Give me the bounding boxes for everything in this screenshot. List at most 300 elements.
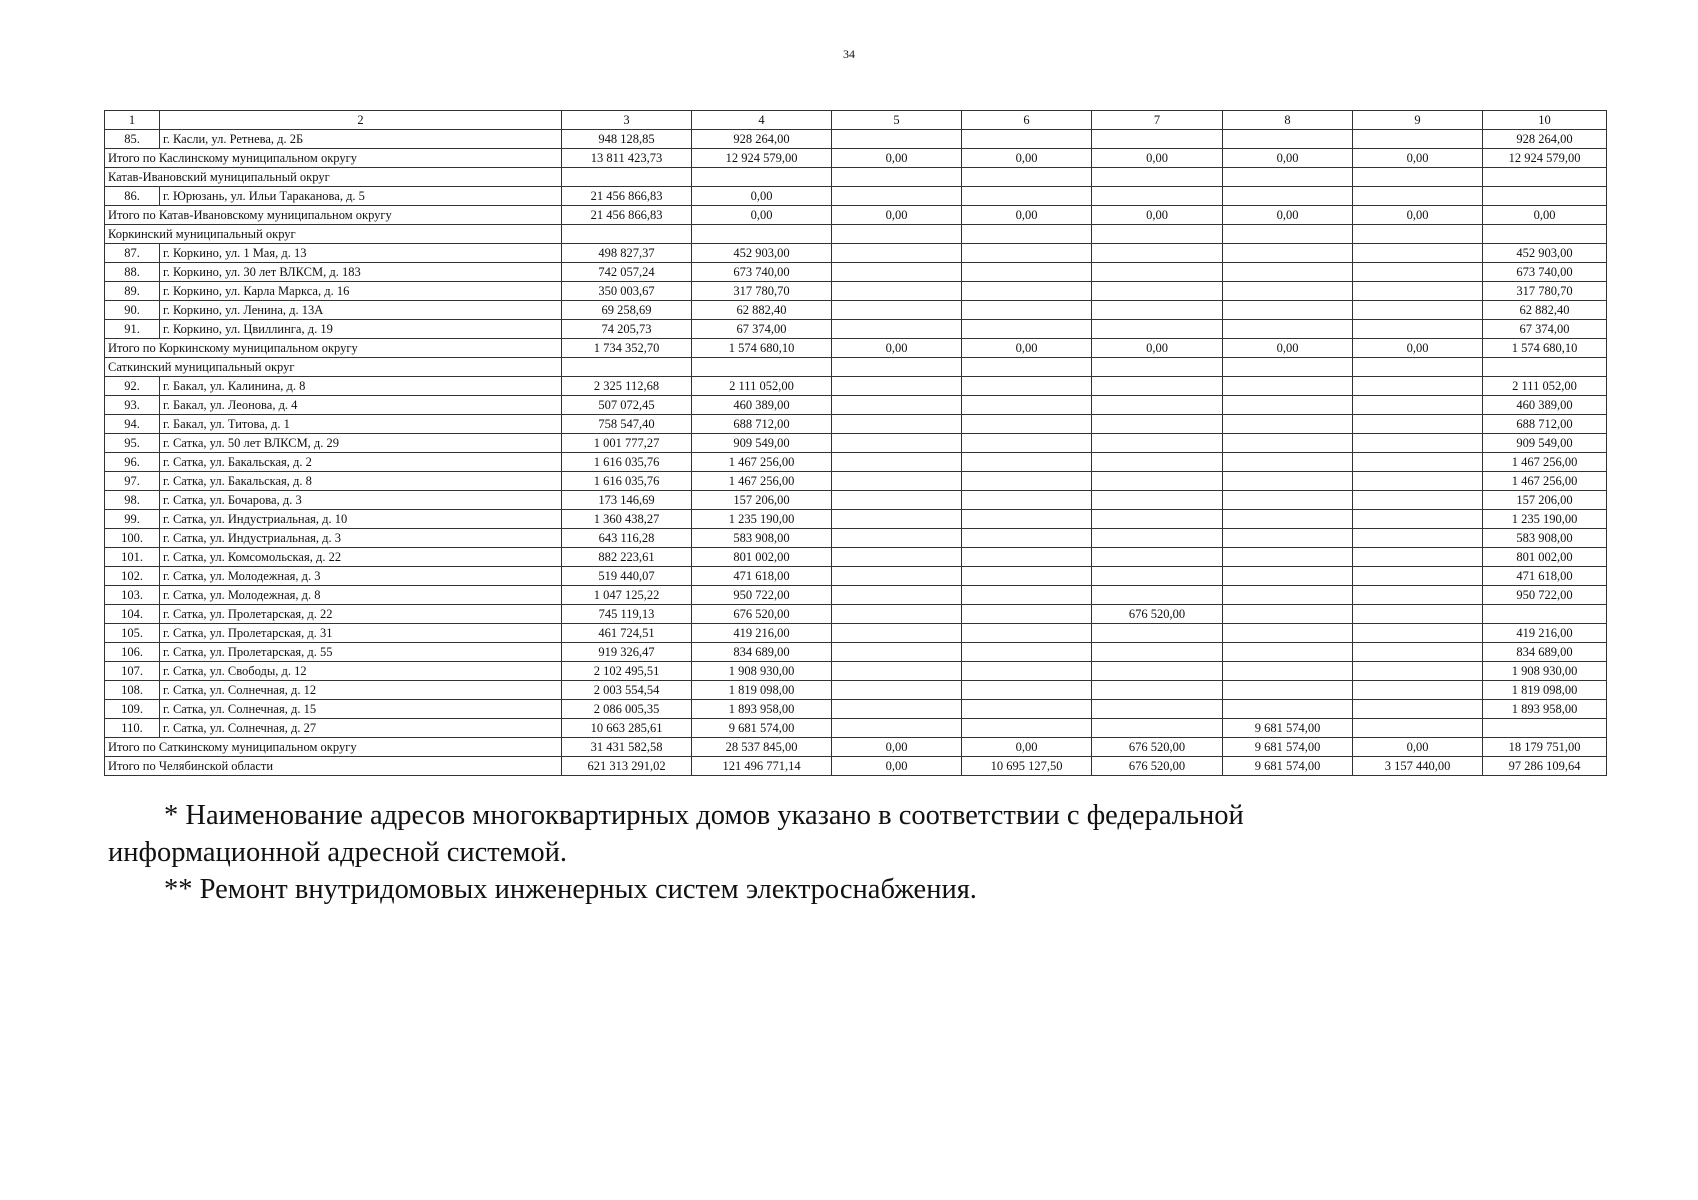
value-cell (1223, 434, 1353, 453)
value-cell (1223, 282, 1353, 301)
table-row (105, 434, 1607, 453)
value-cell (1092, 491, 1223, 510)
value-cell: 121 496 771,14 (692, 757, 832, 776)
value-cell: 643 116,28 (562, 529, 692, 548)
value-cell (1353, 320, 1483, 339)
value-cell: 1 574 680,10 (1483, 339, 1607, 358)
table-row (105, 453, 1607, 472)
value-cell: 1 908 930,00 (692, 662, 832, 681)
table-row (105, 187, 1607, 206)
value-cell (832, 320, 962, 339)
row-number: 98. (105, 491, 160, 510)
value-cell: 882 223,61 (562, 548, 692, 567)
value-cell (1223, 491, 1353, 510)
value-cell: 621 313 291,02 (562, 757, 692, 776)
value-cell: 10 663 285,61 (562, 719, 692, 738)
value-cell: 0,00 (1223, 206, 1353, 225)
value-cell: 1 235 190,00 (1483, 510, 1607, 529)
value-cell (1483, 719, 1607, 738)
table-row (105, 529, 1607, 548)
value-cell: 21 456 866,83 (562, 187, 692, 206)
total-row (105, 757, 1607, 776)
value-cell (1483, 605, 1607, 624)
value-cell: 471 618,00 (692, 567, 832, 586)
value-cell (832, 662, 962, 681)
row-number: 96. (105, 453, 160, 472)
row-number: 100. (105, 529, 160, 548)
value-cell: 1 819 098,00 (692, 681, 832, 700)
value-cell: 688 712,00 (692, 415, 832, 434)
value-cell (1092, 130, 1223, 149)
value-cell (562, 358, 692, 377)
value-cell: 676 520,00 (1092, 757, 1223, 776)
value-cell: 909 549,00 (1483, 434, 1607, 453)
table-row (105, 719, 1607, 738)
address-cell: г. Сатка, ул. Молодежная, д. 8 (160, 586, 562, 605)
address-cell: г. Сатка, ул. Солнечная, д. 12 (160, 681, 562, 700)
value-cell (962, 263, 1092, 282)
value-cell (1353, 643, 1483, 662)
value-cell: 0,00 (1092, 206, 1223, 225)
value-cell: 2 003 554,54 (562, 681, 692, 700)
value-cell: 97 286 109,64 (1483, 757, 1607, 776)
row-number: 86. (105, 187, 160, 206)
address-cell: г. Сатка, ул. Пролетарская, д. 22 (160, 605, 562, 624)
value-cell: 460 389,00 (1483, 396, 1607, 415)
value-cell (832, 187, 962, 206)
column-header: 1 (105, 111, 160, 130)
value-cell: 1 893 958,00 (1483, 700, 1607, 719)
footnote-electrical-repair: ** Ремонт внутридомовых инженерных систем электроснабжения. (164, 874, 977, 905)
value-cell: 12 924 579,00 (1483, 149, 1607, 168)
value-cell (1223, 567, 1353, 586)
value-cell (962, 662, 1092, 681)
value-cell (832, 567, 962, 586)
address-cell: г. Сатка, ул. Свободы, д. 12 (160, 662, 562, 681)
value-cell: 1 001 777,27 (562, 434, 692, 453)
value-cell: 2 111 052,00 (1483, 377, 1607, 396)
value-cell (1092, 187, 1223, 206)
value-cell (962, 681, 1092, 700)
value-cell (962, 529, 1092, 548)
value-cell (962, 491, 1092, 510)
value-cell (1223, 130, 1353, 149)
value-cell (1353, 548, 1483, 567)
value-cell (832, 681, 962, 700)
value-cell: 419 216,00 (1483, 624, 1607, 643)
value-cell: 13 811 423,73 (562, 149, 692, 168)
value-cell (832, 282, 962, 301)
value-cell (1092, 643, 1223, 662)
value-cell: 2 102 495,51 (562, 662, 692, 681)
value-cell (832, 491, 962, 510)
value-cell (1353, 434, 1483, 453)
row-number: 92. (105, 377, 160, 396)
value-cell: 9 681 574,00 (1223, 738, 1353, 757)
value-cell: 0,00 (692, 206, 832, 225)
value-cell (1092, 282, 1223, 301)
value-cell (832, 377, 962, 396)
row-number: 97. (105, 472, 160, 491)
value-cell: 1 616 035,76 (562, 472, 692, 491)
value-cell (692, 225, 832, 244)
column-header: 10 (1483, 111, 1607, 130)
row-number: 90. (105, 301, 160, 320)
total-row (105, 738, 1607, 757)
value-cell (562, 225, 692, 244)
table-body (105, 111, 1607, 776)
row-number: 95. (105, 434, 160, 453)
value-cell: 2 325 112,68 (562, 377, 692, 396)
value-cell (1223, 624, 1353, 643)
value-cell (1092, 301, 1223, 320)
value-cell (962, 187, 1092, 206)
value-cell (1353, 681, 1483, 700)
value-cell (1483, 168, 1607, 187)
value-cell (1223, 700, 1353, 719)
value-cell: 28 537 845,00 (692, 738, 832, 757)
value-cell: 909 549,00 (692, 434, 832, 453)
table-row (105, 301, 1607, 320)
column-header: 7 (1092, 111, 1223, 130)
value-cell (832, 453, 962, 472)
value-cell (1353, 529, 1483, 548)
value-cell (1353, 472, 1483, 491)
value-cell (1353, 282, 1483, 301)
section-row (105, 168, 1607, 187)
address-cell: г. Юрюзань, ул. Ильи Тараканова, д. 5 (160, 187, 562, 206)
value-cell: 62 882,40 (692, 301, 832, 320)
value-cell (832, 244, 962, 263)
value-cell: 950 722,00 (692, 586, 832, 605)
value-cell: 0,00 (1223, 149, 1353, 168)
value-cell (1353, 586, 1483, 605)
table-row (105, 510, 1607, 529)
address-cell: г. Бакал, ул. Титова, д. 1 (160, 415, 562, 434)
value-cell (1092, 244, 1223, 263)
value-cell: 1 467 256,00 (1483, 453, 1607, 472)
value-cell: 0,00 (832, 339, 962, 358)
value-cell (1092, 434, 1223, 453)
value-cell (1223, 681, 1353, 700)
value-cell (832, 510, 962, 529)
value-cell: 0,00 (1353, 206, 1483, 225)
value-cell: 673 740,00 (692, 263, 832, 282)
value-cell: 2 086 005,35 (562, 700, 692, 719)
table-row (105, 491, 1607, 510)
value-cell (1353, 263, 1483, 282)
value-cell (1223, 662, 1353, 681)
value-cell (962, 168, 1092, 187)
address-cell: г. Сатка, ул. Пролетарская, д. 31 (160, 624, 562, 643)
address-cell: г. Сатка, ул. 50 лет ВЛКСМ, д. 29 (160, 434, 562, 453)
value-cell (1353, 700, 1483, 719)
value-cell (962, 719, 1092, 738)
value-cell (1223, 187, 1353, 206)
value-cell (1483, 187, 1607, 206)
value-cell: 801 002,00 (692, 548, 832, 567)
value-cell (1223, 548, 1353, 567)
row-number: 89. (105, 282, 160, 301)
value-cell (1092, 472, 1223, 491)
value-cell (1353, 719, 1483, 738)
address-cell: г. Сатка, ул. Бочарова, д. 3 (160, 491, 562, 510)
value-cell: 0,00 (1353, 149, 1483, 168)
value-cell: 0,00 (832, 206, 962, 225)
value-cell: 317 780,70 (692, 282, 832, 301)
column-header: 9 (1353, 111, 1483, 130)
value-cell (1223, 225, 1353, 244)
row-number: 104. (105, 605, 160, 624)
value-cell (1353, 605, 1483, 624)
section-row (105, 225, 1607, 244)
value-cell (1092, 548, 1223, 567)
value-cell: 21 456 866,83 (562, 206, 692, 225)
table-row (105, 681, 1607, 700)
row-number: 99. (105, 510, 160, 529)
total-label: Итого по Коркинскому муниципальном округу (105, 339, 562, 358)
value-cell (562, 168, 692, 187)
value-cell (962, 377, 1092, 396)
value-cell: 2 111 052,00 (692, 377, 832, 396)
value-cell (832, 415, 962, 434)
value-cell (1092, 586, 1223, 605)
value-cell (1092, 624, 1223, 643)
value-cell: 0,00 (1092, 339, 1223, 358)
value-cell: 0,00 (832, 738, 962, 757)
address-cell: г. Сатка, ул. Молодежная, д. 3 (160, 567, 562, 586)
value-cell (1223, 301, 1353, 320)
value-cell (832, 130, 962, 149)
value-cell: 419 216,00 (692, 624, 832, 643)
value-cell (1223, 472, 1353, 491)
value-cell (692, 358, 832, 377)
total-label: Итого по Катав-Ивановскому муниципальном округу (105, 206, 562, 225)
value-cell: 676 520,00 (1092, 605, 1223, 624)
value-cell: 498 827,37 (562, 244, 692, 263)
value-cell: 950 722,00 (1483, 586, 1607, 605)
value-cell (1092, 681, 1223, 700)
value-cell: 0,00 (1223, 339, 1353, 358)
total-label: Итого по Каслинскому муниципальном округу (105, 149, 562, 168)
value-cell: 452 903,00 (692, 244, 832, 263)
value-cell: 1 574 680,10 (692, 339, 832, 358)
value-cell: 688 712,00 (1483, 415, 1607, 434)
page-number: 34 (843, 47, 855, 61)
table-header-row (105, 111, 1607, 130)
value-cell: 452 903,00 (1483, 244, 1607, 263)
value-cell (962, 605, 1092, 624)
table-row (105, 263, 1607, 282)
value-cell (1223, 263, 1353, 282)
row-number: 88. (105, 263, 160, 282)
value-cell (1092, 700, 1223, 719)
value-cell (962, 510, 1092, 529)
value-cell (1092, 358, 1223, 377)
value-cell (1092, 510, 1223, 529)
value-cell (832, 719, 962, 738)
value-cell (832, 624, 962, 643)
value-cell: 1 467 256,00 (692, 472, 832, 491)
table-row (105, 130, 1607, 149)
value-cell: 928 264,00 (692, 130, 832, 149)
value-cell (832, 225, 962, 244)
value-cell: 583 908,00 (1483, 529, 1607, 548)
value-cell (832, 700, 962, 719)
value-cell: 519 440,07 (562, 567, 692, 586)
value-cell: 18 179 751,00 (1483, 738, 1607, 757)
value-cell (832, 643, 962, 662)
value-cell: 1 235 190,00 (692, 510, 832, 529)
value-cell: 0,00 (1353, 339, 1483, 358)
value-cell: 834 689,00 (1483, 643, 1607, 662)
value-cell: 0,00 (1092, 149, 1223, 168)
value-cell: 317 780,70 (1483, 282, 1607, 301)
address-cell: г. Коркино, ул. Карла Маркса, д. 16 (160, 282, 562, 301)
section-label: Коркинский муниципальный округ (105, 225, 562, 244)
value-cell (832, 529, 962, 548)
value-cell (1353, 377, 1483, 396)
value-cell (832, 168, 962, 187)
value-cell (962, 396, 1092, 415)
value-cell: 67 374,00 (1483, 320, 1607, 339)
value-cell (1353, 187, 1483, 206)
column-header: 6 (962, 111, 1092, 130)
section-label: Катав-Ивановский муниципальный округ (105, 168, 562, 187)
value-cell: 69 258,69 (562, 301, 692, 320)
value-cell (962, 472, 1092, 491)
row-number: 93. (105, 396, 160, 415)
value-cell (832, 548, 962, 567)
value-cell: 0,00 (962, 339, 1092, 358)
table-row (105, 320, 1607, 339)
value-cell (1353, 244, 1483, 263)
value-cell (962, 567, 1092, 586)
value-cell (692, 168, 832, 187)
address-cell: г. Сатка, ул. Индустриальная, д. 10 (160, 510, 562, 529)
value-cell: 12 924 579,00 (692, 149, 832, 168)
row-number: 110. (105, 719, 160, 738)
value-cell: 507 072,45 (562, 396, 692, 415)
row-number: 105. (105, 624, 160, 643)
value-cell: 948 128,85 (562, 130, 692, 149)
value-cell (1223, 415, 1353, 434)
value-cell (962, 244, 1092, 263)
row-number: 87. (105, 244, 160, 263)
value-cell: 0,00 (1353, 738, 1483, 757)
address-cell: г. Сатка, ул. Бакальская, д. 8 (160, 472, 562, 491)
value-cell (1223, 377, 1353, 396)
value-cell (832, 301, 962, 320)
value-cell (1353, 453, 1483, 472)
value-cell: 62 882,40 (1483, 301, 1607, 320)
value-cell: 0,00 (832, 149, 962, 168)
value-cell (832, 358, 962, 377)
value-cell (1483, 225, 1607, 244)
table-row (105, 567, 1607, 586)
value-cell (1223, 586, 1353, 605)
value-cell (1223, 643, 1353, 662)
value-cell (1092, 415, 1223, 434)
value-cell (1223, 358, 1353, 377)
value-cell (1092, 263, 1223, 282)
row-number: 109. (105, 700, 160, 719)
value-cell: 1 047 125,22 (562, 586, 692, 605)
value-cell (1483, 358, 1607, 377)
table-row (105, 282, 1607, 301)
column-header: 2 (160, 111, 562, 130)
value-cell: 1 467 256,00 (692, 453, 832, 472)
value-cell (962, 624, 1092, 643)
table-row (105, 624, 1607, 643)
address-cell: г. Сатка, ул. Бакальская, д. 2 (160, 453, 562, 472)
address-cell: г. Касли, ул. Ретнева, д. 2Б (160, 130, 562, 149)
address-cell: г. Сатка, ул. Пролетарская, д. 55 (160, 643, 562, 662)
value-cell (1353, 396, 1483, 415)
value-cell (1092, 453, 1223, 472)
row-number: 94. (105, 415, 160, 434)
value-cell (1353, 491, 1483, 510)
row-number: 103. (105, 586, 160, 605)
value-cell (1223, 510, 1353, 529)
value-cell (1353, 301, 1483, 320)
value-cell (1223, 244, 1353, 263)
value-cell (962, 320, 1092, 339)
value-cell: 0,00 (962, 149, 1092, 168)
value-cell: 801 002,00 (1483, 548, 1607, 567)
value-cell (1353, 510, 1483, 529)
value-cell: 460 389,00 (692, 396, 832, 415)
value-cell (832, 605, 962, 624)
value-cell (962, 282, 1092, 301)
value-cell (962, 358, 1092, 377)
value-cell: 1 819 098,00 (1483, 681, 1607, 700)
value-cell (1353, 225, 1483, 244)
value-cell (1353, 624, 1483, 643)
footnote-address-system: * Наименование адресов многоквартирных домов указано в соответствии с федеральной (164, 800, 1244, 831)
value-cell: 0,00 (1483, 206, 1607, 225)
value-cell: 928 264,00 (1483, 130, 1607, 149)
row-number: 85. (105, 130, 160, 149)
address-cell: г. Бакал, ул. Леонова, д. 4 (160, 396, 562, 415)
value-cell (962, 586, 1092, 605)
value-cell (1092, 377, 1223, 396)
value-cell (962, 434, 1092, 453)
row-number: 108. (105, 681, 160, 700)
address-cell: г. Коркино, ул. 30 лет ВЛКСМ, д. 183 (160, 263, 562, 282)
value-cell (832, 586, 962, 605)
value-cell (1353, 168, 1483, 187)
value-cell: 0,00 (962, 738, 1092, 757)
value-cell: 834 689,00 (692, 643, 832, 662)
value-cell: 10 695 127,50 (962, 757, 1092, 776)
value-cell: 673 740,00 (1483, 263, 1607, 282)
total-row (105, 149, 1607, 168)
table-row (105, 396, 1607, 415)
address-cell: г. Коркино, ул. 1 Мая, д. 13 (160, 244, 562, 263)
value-cell (1092, 168, 1223, 187)
value-cell (1223, 453, 1353, 472)
total-row (105, 339, 1607, 358)
table-row (105, 662, 1607, 681)
value-cell: 745 119,13 (562, 605, 692, 624)
value-cell (1223, 396, 1353, 415)
table-row (105, 586, 1607, 605)
value-cell: 0,00 (962, 206, 1092, 225)
value-cell (1223, 605, 1353, 624)
total-label: Итого по Саткинскому муниципальном округу (105, 738, 562, 757)
value-cell: 742 057,24 (562, 263, 692, 282)
